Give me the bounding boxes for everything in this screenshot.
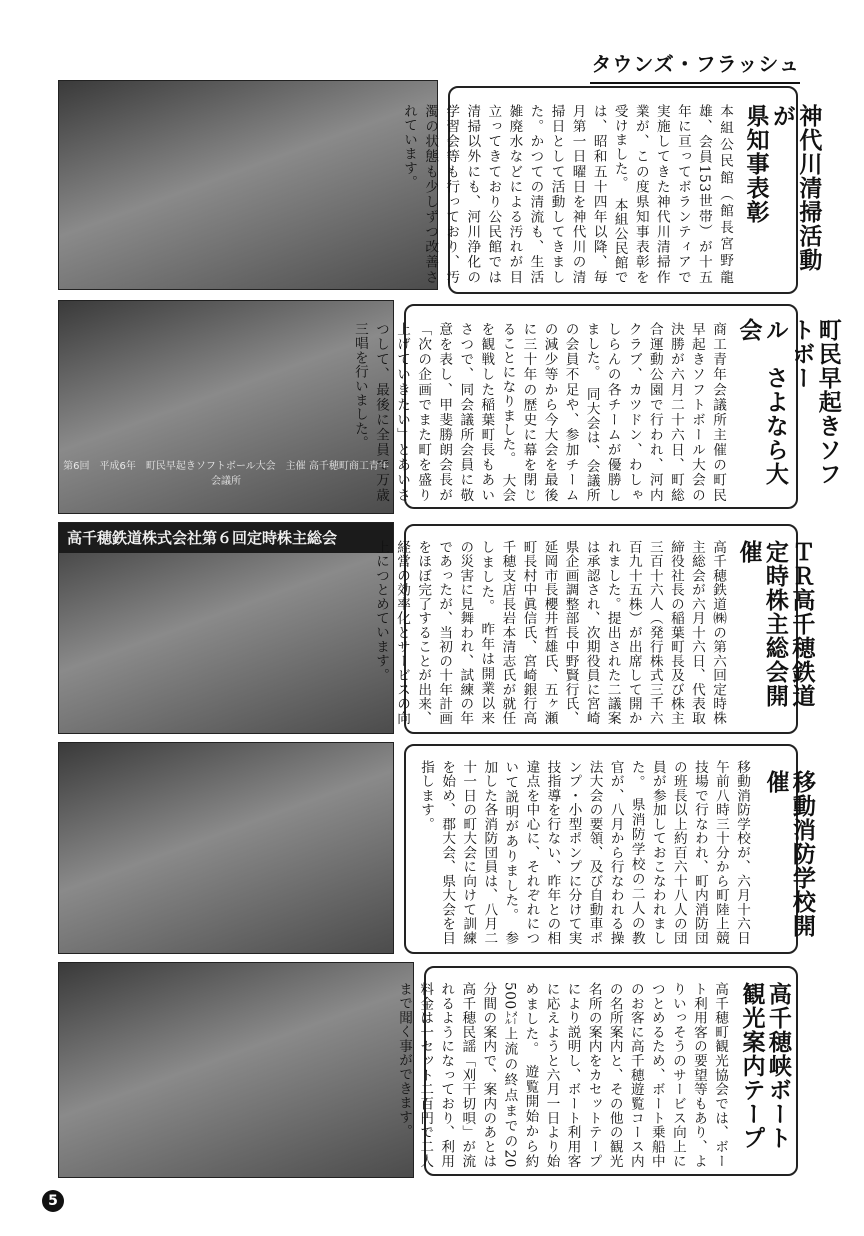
title-line: 移動消防学校開催 (762, 770, 815, 938)
title-line: 高千穂峡ボート (764, 982, 791, 1150)
article-body: 本組公民館（館長宮野龍雄、会員153世帯）が十五年に亘ってボランティアで実施してきた神代川清掃作業が、この度県知事表彰を受けました。 本組公民館では、昭和五十四年以降、毎月第一日曜日を神代川の清掃日として活動してきました。かつての清流も、生活雑廃水などによる汚れが目立ってきており公民館では清掃以外にも、河川浄化の学習会等も行っており、汚濁の状態も少しずつ改善されています。 (401, 104, 733, 284)
title-line: 定時株主総会開催 (735, 540, 788, 708)
title-line: ＴＲ高千穂鉄道 (788, 540, 815, 708)
article-photo (58, 522, 394, 734)
title-line: 神代川清掃活動が (768, 104, 822, 272)
article-title (735, 318, 841, 504)
title-line: 県知事表彰 (742, 104, 769, 224)
page-header-title: タウンズ・フラッシュ (591, 52, 800, 76)
article-photo (58, 80, 438, 290)
article-photo (58, 300, 394, 514)
article-title (742, 104, 821, 284)
article-photo (58, 962, 414, 1178)
article-body: 商工青年会議所主催の町民早起きソフトボール大会の決勝が六月二十六日、町総合運動公園で行われ、河内クラブ、カツドン、わしゃしらんの各チームが優勝しました。 同大会は、会議所の会員不足や、参加チームの減少等から今大会を最後に三十年の歴史に幕を閉じることになりました。 大会を観戦した稲葉町長もあいさつで、同会議所会員に敬意を表し、甲斐勝朗会長が「次の企画でまた町を盛り上げていきたい」とあいさつして、最後に全員で万歳三唱を行いました。 (351, 322, 726, 502)
article-body: 移動消防学校が、六月十六日午前八時三十分から町陸上競技場で行なわれ、町内消防団の班長以上約百六十八人の団員が参加しておこなわれました。 県消防学校の二人の教官が、八月から行なわれる操法大会の要領、及び自動車ポンプ・小型ポンプに分けて実技指導を行ない、昨年との相違点を中心に、それぞれについて説明がありました。 参加した各消防団員は、八月二十一日の町大会に向けて訓練を始め、郡大会、県大会を目指します。 (418, 760, 750, 945)
article-title (762, 770, 815, 950)
article-title (735, 540, 814, 730)
header-divider (590, 82, 800, 84)
article-photo (58, 742, 394, 954)
photo-banner-text: 第6回 平成6年 町民早起きソフトボール大会 主催 高千穂町商工青年会議所 (63, 461, 389, 487)
article-body: 高千穂鉄道㈱の第六回定時株主総会が六月十六日、代表取締役社長の稲葉町長及び株主三百十六人（発行株式三千六百九十五株）が出席して開かれました。提出された二議案は承認され、次期役員に宮崎県企画調整部長中野賢行氏、延岡市長櫻井哲雄氏、五ヶ瀬町長村中眞信氏、宮崎銀行高千穂支店長岩本清志氏が就任しました。 昨年は開業以来の災害に見舞われ、試練の年であったが、当初の十年計画をほぼ完了することが出来、経営の効率化とサービスの向上につとめています。 (373, 540, 726, 725)
article-title (738, 982, 791, 1172)
title-line: ル さよなら大会 (735, 318, 788, 486)
article-body: 高千穂町観光協会では、ボート利用客の要望等もあり、よりいっそうのサービス向上につとめるため、ボート乗船中のお客に高千穂遊覧コース内の名所案内と、その他の観光名所の案内をカセットテープにより説明し、ボート利用客に応えようと六月一日より始めました。 遊覧開始から約500㍍上流の終点までの20分間の案内で、案内のあとは高千穂民謡「刈干切唄」が流れるようになっており、利用料金は一セット二百円で二人まで聞く事ができます。 (396, 982, 728, 1168)
photo-banner-text: 高千穂鉄道株式会社第６回定時株主総会 (59, 523, 393, 553)
page-number: 5 (42, 1190, 64, 1212)
title-line: 観光案内テープ (738, 982, 765, 1150)
title-line: 町民早起きソフトボー (788, 318, 841, 486)
